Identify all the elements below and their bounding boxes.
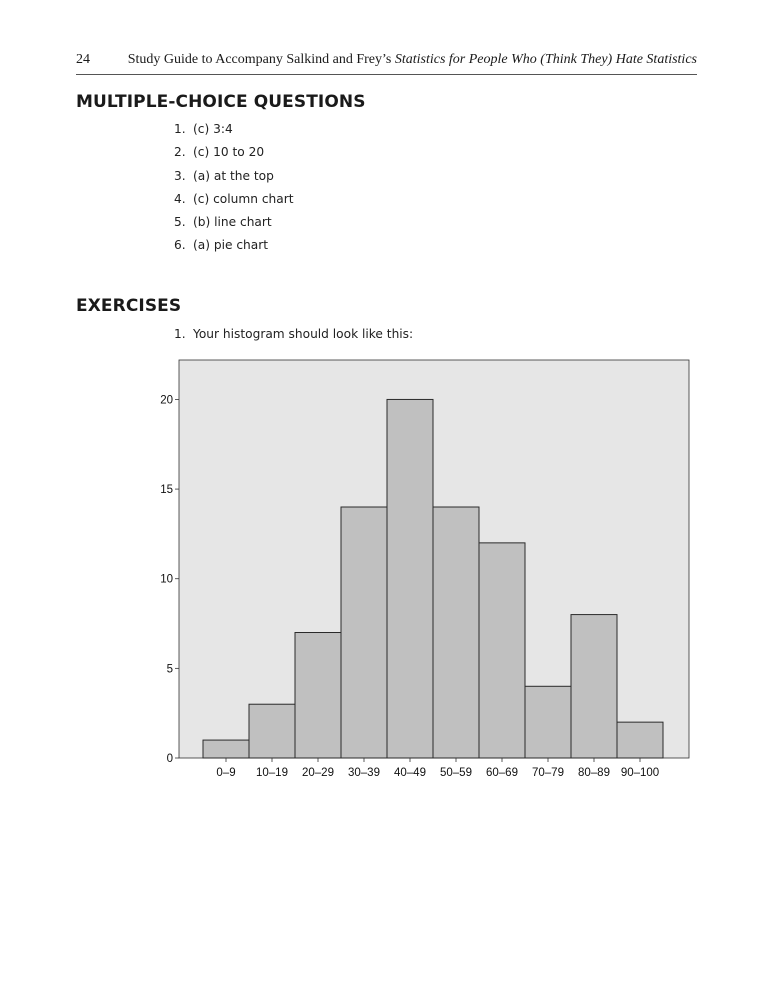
exercise-text: Your histogram should look like this: — [193, 327, 414, 341]
answer-number: 6. — [174, 238, 186, 253]
x-tick-label: 40–49 — [394, 767, 426, 779]
answer-number: 3. — [174, 168, 186, 183]
answer-text: (c) column chart — [193, 191, 294, 206]
answer-text: (a) at the top — [193, 168, 274, 183]
x-tick-label: 10–19 — [256, 767, 288, 779]
histogram-bar — [433, 507, 479, 758]
x-tick-label: 0–9 — [216, 767, 236, 779]
answer-text: (c) 3:4 — [193, 122, 233, 136]
running-head-title-plain: Study Guide to Accompany Salkind and Frey’s — [127, 52, 395, 67]
x-tick-label: 50–59 — [440, 767, 472, 779]
x-tick-label: 80–89 — [578, 767, 610, 779]
exercise-number: 1. — [174, 327, 186, 341]
histogram-bar — [571, 615, 617, 758]
y-tick-label: 10 — [160, 573, 173, 586]
y-tick-label: 15 — [160, 484, 173, 497]
y-tick-label: 5 — [166, 663, 173, 676]
page-number: 24 — [76, 52, 90, 67]
answer-number: 5. — [174, 215, 186, 230]
answer-number: 4. — [174, 191, 186, 206]
histogram-bar — [479, 543, 525, 758]
histogram-bar — [387, 399, 433, 758]
histogram-bar — [525, 686, 571, 758]
exercises-heading: EXERCISES — [76, 296, 182, 316]
y-tick-label: 20 — [160, 394, 173, 407]
x-tick-label: 30–39 — [348, 767, 380, 779]
x-tick-label: 90–100 — [620, 767, 660, 779]
histogram-bar — [249, 704, 295, 758]
answer-text: (b) line chart — [193, 215, 272, 230]
histogram-bar — [203, 740, 249, 758]
mcq-heading: MULTIPLE-CHOICE QUESTIONS — [76, 92, 366, 112]
histogram-bar — [617, 722, 663, 758]
answer-number: 1. — [174, 122, 186, 136]
histogram-bar — [341, 507, 387, 758]
x-tick-label: 60–69 — [486, 767, 518, 779]
running-head-title-italic: Statistics for People Who (Think They) Hate Statistics — [394, 52, 697, 67]
x-tick-label: 70–79 — [532, 767, 564, 779]
x-tick-label: 20–29 — [302, 767, 334, 779]
histogram-bar — [295, 633, 341, 758]
y-tick-label: 0 — [166, 753, 173, 765]
answer-text: (a) pie chart — [193, 238, 269, 253]
answer-number: 2. — [174, 145, 186, 160]
answer-text: (c) 10 to 20 — [193, 145, 265, 160]
